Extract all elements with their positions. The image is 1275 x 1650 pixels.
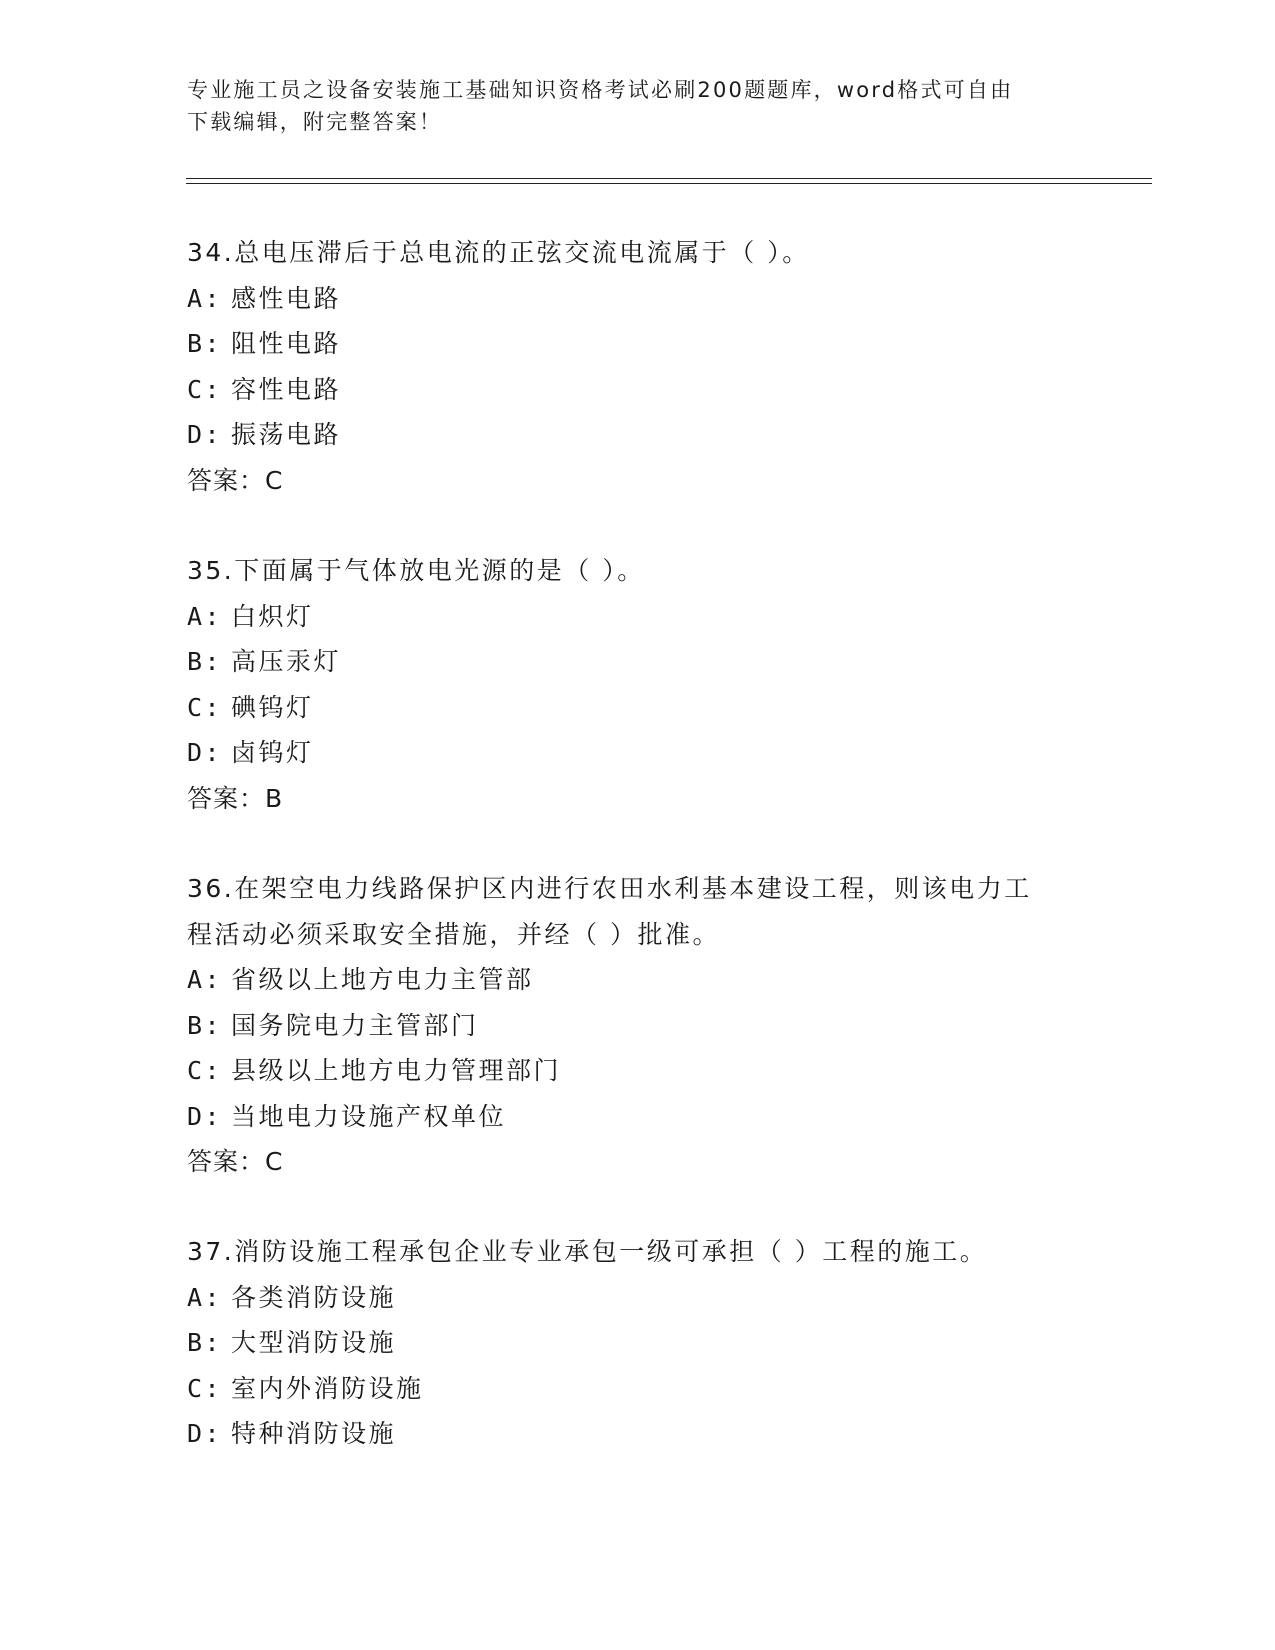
option-letter: D: (187, 1419, 223, 1448)
answer-line: 答案：B (187, 783, 284, 813)
option-text: 碘钨灯 (231, 692, 314, 722)
option-text: 振荡电路 (231, 420, 342, 449)
option-letter: D: (187, 1101, 223, 1131)
option-text: 室内外消防设施 (231, 1373, 424, 1403)
option-a (187, 276, 1087, 322)
option-c (187, 1048, 1087, 1094)
option-letter: A: (187, 965, 223, 994)
option-text: 大型消防设施 (231, 1328, 397, 1357)
option-text: 国务院电力主管部门 (231, 1010, 479, 1040)
option-d (187, 730, 1087, 776)
question-stem: 37.消防设施工程承包企业专业承包一级可承担（ ）工程的施工。 (187, 1237, 988, 1266)
option-letter: C: (187, 374, 223, 404)
option-b (187, 639, 1087, 685)
header-divider-bottom (186, 183, 1152, 184)
option-text: 白炽灯 (231, 601, 314, 631)
option-letter: A: (187, 1282, 223, 1312)
option-b (187, 321, 1087, 367)
document-header (187, 74, 1067, 138)
option-letter: C: (187, 692, 223, 722)
question-35 (187, 548, 1087, 821)
question-stem: 34.总电压滞后于总电流的正弦交流电流属于（ ）。 (187, 238, 810, 267)
option-c (187, 367, 1087, 413)
option-text: 特种消防设施 (231, 1419, 397, 1448)
option-text: 容性电路 (231, 374, 342, 404)
option-text: 当地电力设施产权单位 (231, 1101, 507, 1131)
option-letter: B: (187, 647, 223, 676)
question-34 (187, 230, 1087, 503)
header-line-1: 专业施工员之设备安装施工基础知识资格考试必刷200题题库，word格式可自由 (187, 78, 1014, 102)
option-b (187, 1003, 1087, 1049)
option-letter: A: (187, 283, 223, 313)
option-text: 各类消防设施 (231, 1282, 397, 1312)
answer-line: 答案：C (187, 1147, 284, 1176)
option-letter: A: (187, 601, 223, 631)
option-text: 县级以上地方电力管理部门 (231, 1056, 562, 1085)
option-b (187, 1320, 1087, 1366)
question-stem-continued: 程活动必须采取安全措施，并经（ ）批准。 (187, 919, 720, 949)
option-text: 卤钨灯 (231, 738, 314, 767)
option-c (187, 685, 1087, 731)
question-stem: 36.在架空电力线路保护区内进行农田水利基本建设工程，则该电力工 (187, 874, 1032, 903)
option-letter: B: (187, 329, 223, 358)
option-d (187, 412, 1087, 458)
option-text: 感性电路 (231, 283, 342, 313)
option-d (187, 1411, 1087, 1457)
answer-line: 答案：C (187, 465, 284, 495)
header-line-2: 下载编辑，附完整答案！ (187, 110, 443, 134)
question-stem: 35.下面属于气体放电光源的是（ ）。 (187, 556, 645, 585)
option-letter: C: (187, 1373, 223, 1403)
option-c (187, 1366, 1087, 1412)
question-37 (187, 1229, 1087, 1457)
option-letter: B: (187, 1010, 223, 1040)
option-text: 阻性电路 (231, 329, 342, 358)
option-text: 高压汞灯 (231, 647, 342, 676)
option-a (187, 594, 1087, 640)
option-letter: B: (187, 1328, 223, 1357)
option-letter: D: (187, 738, 223, 767)
option-a (187, 957, 1087, 1003)
option-text: 省级以上地方电力主管部 (231, 965, 534, 994)
option-d (187, 1094, 1087, 1140)
option-letter: D: (187, 420, 223, 449)
option-a (187, 1275, 1087, 1321)
question-36 (187, 866, 1087, 1185)
option-letter: C: (187, 1056, 223, 1085)
header-divider-top (186, 178, 1152, 179)
